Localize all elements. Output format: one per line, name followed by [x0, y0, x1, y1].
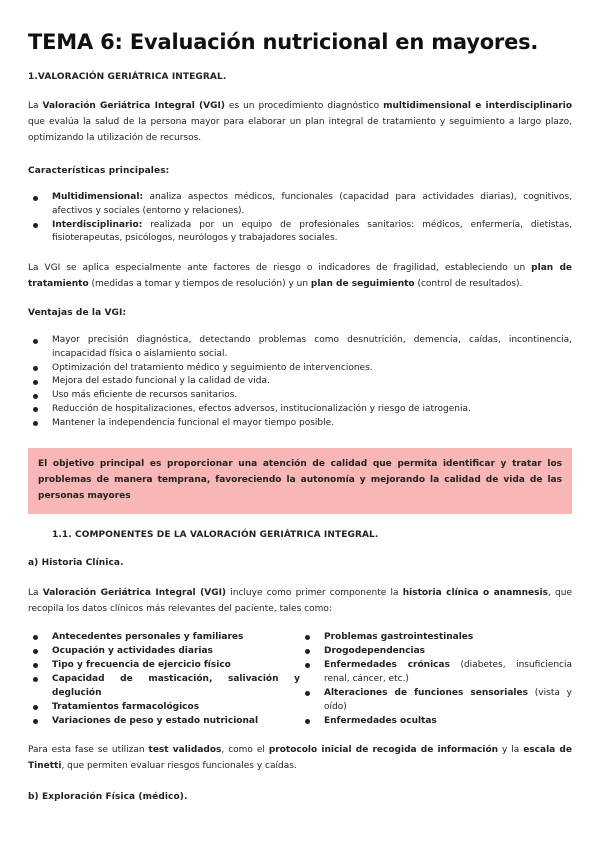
list-item: Uso más eficiente de recursos sanitarios. — [28, 389, 572, 403]
test-validados-paragraph — [28, 742, 572, 774]
list-item: Mejora del estado funcional y la calidad de vida. — [28, 375, 572, 389]
ventajas-list — [28, 334, 572, 431]
list-item: Variaciones de peso y estado nutricional — [28, 714, 300, 728]
text-run: incluye como primer componente la — [226, 588, 403, 598]
text-run: (diabetes, insuficiencia renal, cáncer, etc.) — [324, 660, 573, 684]
section-heading-vgi: 1.VALORACIÓN GERIÁTRICA INTEGRAL. — [28, 72, 227, 82]
list-item — [28, 191, 572, 219]
list-item: Tratamientos farmacológicos — [28, 700, 300, 714]
text-run: La — [28, 588, 43, 598]
list-item: Tipo y frecuencia de ejercicio físico — [28, 658, 300, 672]
caracteristicas-list — [28, 191, 572, 246]
bold-term: Valoración Geriátrica Integral (VGI) — [42, 588, 227, 598]
vgi-plan-paragraph — [28, 260, 572, 292]
bold-term: Interdisciplinario: — [52, 219, 143, 230]
list-item: Mantener la independencia funcional el mayor tiempo posible. — [28, 417, 572, 431]
text-run: (control de resultados). — [414, 279, 523, 289]
caracteristicas-heading: Características principales: — [28, 166, 170, 176]
bold-term: Drogodependencias — [324, 646, 426, 656]
ventajas-heading: Ventajas de la VGI: — [28, 308, 127, 318]
text-run: , como el — [221, 745, 269, 755]
bold-term: Alteraciones de funciones sensoriales — [324, 688, 528, 698]
text-run: analiza aspectos médicos, funcionales (capacidad para actividades diarias), cognitivos, afectivos y sociales (entorno y relaciones). — [52, 192, 572, 216]
text-run: que evalúa la salud de la persona mayor para elaborar un plan integral de tratamiento y seguimiento a largo plazo, optimizando la utilización de recursos. — [28, 117, 572, 143]
list-item: Mayor precisión diagnóstica, detectando problemas como desnutrición, demencia, caídas, incontinencia, incapacidad física o aislamiento social. — [28, 334, 572, 362]
bold-term: Enfermedades crónicas — [324, 660, 450, 670]
bold-term: protocolo inicial de recogida de información — [268, 745, 499, 755]
list-item: Reducción de hospitalizaciones, efectos adversos, institucionalización y riesgo de iatrogenia. — [28, 403, 572, 417]
text-run: es un procedimiento diagnóstico — [224, 101, 384, 111]
text-run: (medidas a tomar y tiempos de resolución) y un — [88, 279, 311, 289]
exploracion-fisica-heading: b) Exploración Física (médico). — [28, 792, 188, 802]
bold-term: Problemas gastrointestinales — [324, 632, 474, 642]
historia-items-columns — [28, 630, 572, 728]
page-title: TEMA 6: Evaluación nutricional en mayores. — [28, 30, 539, 54]
text-run: y la — [498, 745, 524, 755]
historia-list-left — [28, 630, 300, 728]
bold-term: multidimensional e interdisciplinario — [383, 101, 572, 111]
bold-term: Multidimensional: — [52, 192, 144, 202]
text-run: Para esta fase se utilizan — [28, 745, 149, 755]
text-run: , que recopila los datos clínicos más relevantes del paciente, tales como: — [28, 588, 573, 614]
text-run: La — [28, 101, 43, 111]
vgi-intro-paragraph — [28, 98, 572, 146]
bold-term: plan de tratamiento — [28, 263, 572, 289]
bold-term: plan de seguimiento — [310, 279, 415, 289]
list-item — [28, 219, 572, 247]
bold-term: historia clínica o anamnesis — [402, 588, 548, 598]
objective-highlight-box: El objetivo principal es proporcionar una atención de calidad que permita identificar y tratar los problemas de manera temprana, favoreciendo la autonomía y mejorando la calidad de vida de las personas mayores — [28, 448, 572, 514]
section-heading-componentes: 1.1. COMPONENTES DE LA VALORACIÓN GERIÁTRICA INTEGRAL. — [52, 530, 379, 540]
text-run: , que permiten evaluar riesgos funcionales y caídas. — [61, 761, 297, 771]
historia-clinica-heading: a) Historia Clínica. — [28, 558, 124, 568]
list-item — [300, 644, 572, 658]
bold-term: test validados — [148, 745, 222, 755]
list-item — [300, 630, 572, 644]
historia-list-right — [300, 630, 572, 728]
list-item: Optimización del tratamiento médico y seguimiento de intervenciones. — [28, 362, 572, 376]
historia-intro-paragraph — [28, 585, 572, 617]
bold-term: escala de Tinetti — [28, 745, 572, 771]
bold-term: Valoración Geriátrica Integral (VGI) — [42, 101, 225, 111]
bold-term: Enfermedades ocultas — [324, 716, 437, 726]
list-item — [300, 686, 572, 714]
list-item: Capacidad de masticación, salivación y deglución — [28, 672, 300, 700]
text-run: La VGI se aplica especialmente ante factores de riesgo o indicadores de fragilidad, estableciendo un — [28, 263, 532, 273]
list-item — [300, 714, 572, 728]
text-run: realizada por un equipo de profesionales sanitarios: médicos, enfermería, dietistas, fisioterapeutas, psicólogos, neurólogos y trabajadores sociales. — [52, 219, 572, 244]
list-item: Ocupación y actividades diarias — [28, 644, 300, 658]
text-run: (vista y oído) — [324, 688, 572, 712]
list-item: Antecedentes personales y familiares — [28, 630, 300, 644]
list-item — [300, 658, 572, 686]
